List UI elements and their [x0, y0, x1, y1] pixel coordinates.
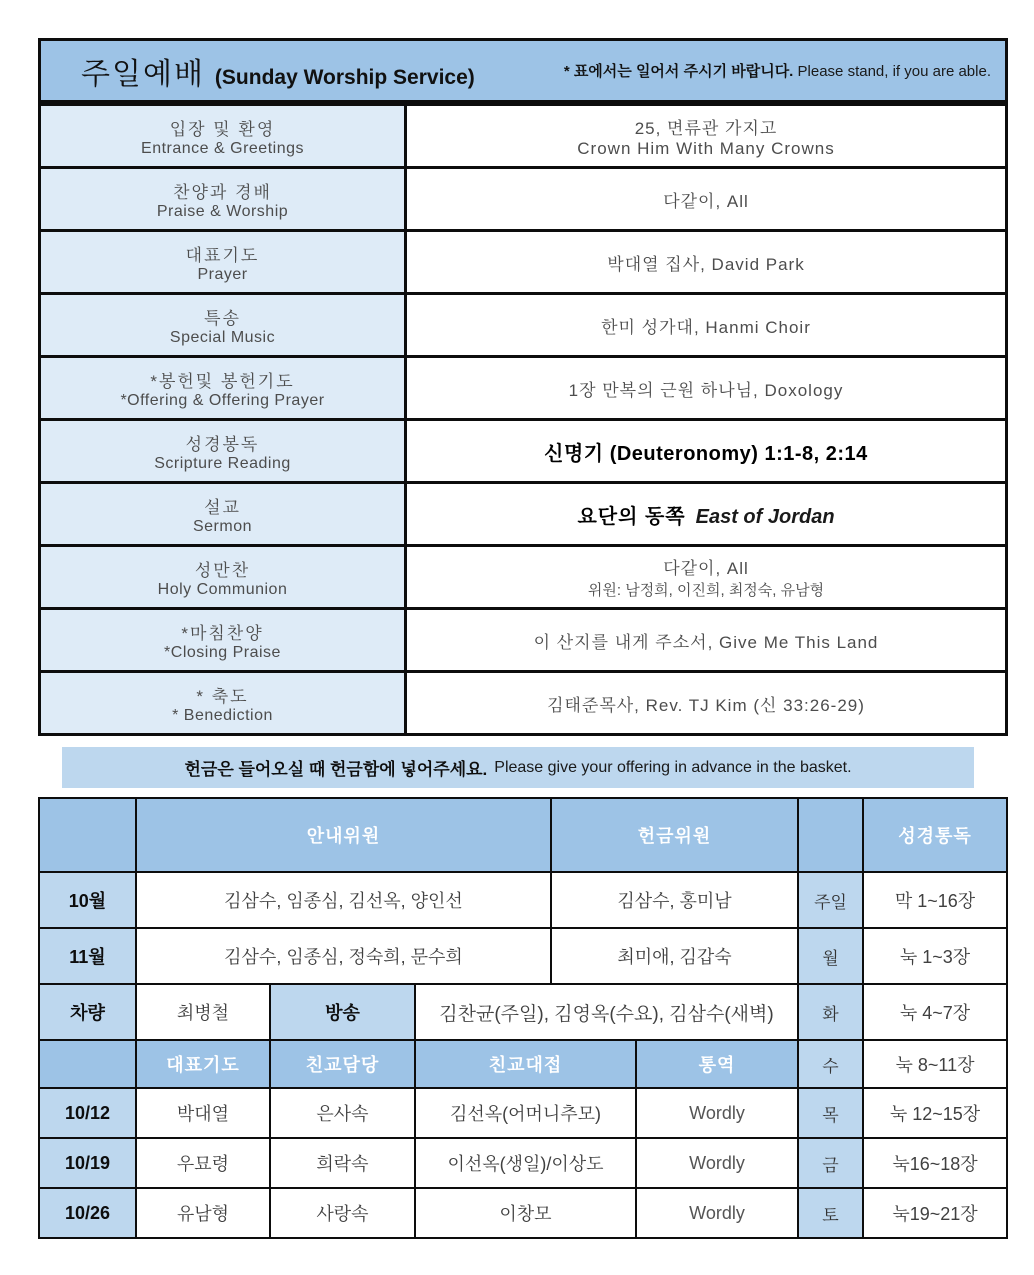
item-label-en: Sermon: [192, 517, 253, 535]
offering-banner-english: Please give your offering in advance in the basket.: [494, 758, 852, 776]
duty-header-reading-day: [797, 799, 862, 871]
item-label-en: *Closing Praise: [164, 643, 281, 661]
sermon-title-kr: 요단의 동쪽: [577, 505, 686, 528]
reading-cell: 눅 4~7장: [862, 985, 1006, 1039]
offering-cell: 최미애, 김갑숙: [550, 929, 797, 983]
service-item-content: [407, 232, 1005, 292]
item-label-kr: *봉헌및 봉헌기도: [150, 371, 295, 391]
duty-row-vehicle: [40, 983, 1006, 1039]
reading-day-cell: 주일: [797, 873, 862, 927]
content-line1: 다같이, All: [663, 559, 749, 578]
reading-day-cell: 수: [797, 1041, 862, 1087]
reading-cell: 막 1~16장: [862, 873, 1006, 927]
item-label-kr: 입장 및 환영: [169, 119, 276, 139]
duty-row-1019: [40, 1137, 1006, 1187]
service-title-bar: [41, 41, 1005, 103]
communion-committee: 위원: 남정희, 이진희, 최정숙, 유남형: [587, 582, 825, 599]
group-cell: 사랑속: [269, 1189, 414, 1237]
service-row-closing-praise: [41, 607, 1005, 670]
reading-cell: 눅 8~11장: [862, 1041, 1006, 1087]
subheader-fellowship-duty: 친교담당: [269, 1041, 414, 1087]
stand-note: [564, 60, 1005, 81]
reading-day-cell: 목: [797, 1089, 862, 1137]
reading-day-cell: 월: [797, 929, 862, 983]
group-cell: 희락속: [269, 1139, 414, 1187]
duty-header-reading: 성경통독: [862, 799, 1006, 871]
sermon-title: [577, 500, 834, 529]
stand-note-english: Please stand, if you are able.: [797, 63, 991, 80]
group-cell: 은사속: [269, 1089, 414, 1137]
broadcast-label: 방송: [269, 985, 414, 1039]
translation-cell: Wordly: [635, 1089, 797, 1137]
content-line1: 25, 면류관 가지고: [634, 118, 778, 138]
item-label-kr: 성만찬: [194, 560, 251, 580]
reading-cell: 눅 1~3장: [862, 929, 1006, 983]
sermon-title-en: East of Jordan: [695, 505, 835, 528]
service-item-content: [407, 106, 1005, 166]
content-line1: 다같이, All: [663, 191, 749, 211]
content-line1: 한미 성가대, Hanmi Choir: [601, 317, 811, 337]
service-row-offering: [41, 355, 1005, 418]
duty-subheader-row: [40, 1039, 1006, 1087]
service-item-content: [407, 169, 1005, 229]
row-label: 차량: [40, 985, 135, 1039]
service-row-prayer: [41, 229, 1005, 292]
service-row-benediction: [41, 670, 1005, 733]
duty-header-ushers: 안내위원: [135, 799, 550, 871]
prayer-cell: 박대열: [135, 1089, 269, 1137]
item-label-en: Entrance & Greetings: [141, 139, 304, 157]
service-item-label: [41, 610, 407, 670]
service-item-content: [407, 358, 1005, 418]
duty-header-empty: [40, 799, 135, 871]
offering-cell: 김삼수, 홍미남: [550, 873, 797, 927]
service-title-korean: 주일예배: [81, 57, 205, 91]
service-row-praise: [41, 166, 1005, 229]
reading-day-cell: 화: [797, 985, 862, 1039]
subheader-fellowship-serving: 친교대접: [414, 1041, 635, 1087]
item-label-en: Praise & Worship: [156, 202, 289, 220]
broadcast-cell: 김찬균(주일), 김영옥(수요), 김삼수(새벽): [414, 985, 797, 1039]
subheader-translation: 통역: [635, 1041, 797, 1087]
stand-note-korean: * 표에서는 일어서 주시기 바랍니다.: [563, 63, 794, 80]
serving-cell: 이선옥(생일)/이상도: [414, 1139, 635, 1187]
duty-row-1012: [40, 1087, 1006, 1137]
item-label-en: Special Music: [169, 328, 276, 346]
item-label-en: Scripture Reading: [154, 454, 291, 472]
service-item-label: [41, 232, 407, 292]
row-label: 10월: [40, 873, 135, 927]
reading-cell: 눅 12~15장: [862, 1089, 1006, 1137]
driver-cell: 최병철: [135, 985, 269, 1039]
duty-row-october: [40, 871, 1006, 927]
duty-row-1026: [40, 1187, 1006, 1237]
duty-header-row: [40, 799, 1006, 871]
duty-row-november: [40, 927, 1006, 983]
content-line2: Crown Him With Many Crowns: [577, 138, 835, 158]
service-row-special-music: [41, 292, 1005, 355]
serving-cell: 이창모: [414, 1189, 635, 1237]
service-item-label: [41, 421, 407, 481]
item-label-en: Holy Communion: [157, 580, 288, 598]
row-label: 11월: [40, 929, 135, 983]
row-label: 10/12: [40, 1089, 135, 1137]
content-line1: 이 산지를 내게 주소서, Give Me This Land: [533, 632, 879, 652]
service-row-sermon: [41, 481, 1005, 544]
service-row-entrance: [41, 103, 1005, 166]
content-line1: 1장 만복의 근원 하나님, Doxology: [568, 380, 844, 400]
service-row-scripture: [41, 418, 1005, 481]
content-line1: 신명기 (Deuteronomy) 1:1-8, 2:14: [544, 442, 868, 465]
ushers-cell: 김삼수, 임종심, 정숙희, 문수희: [135, 929, 550, 983]
subheader-prayer: 대표기도: [135, 1041, 269, 1087]
service-title-english: (Sunday Worship Service): [214, 65, 475, 89]
item-label-en: Prayer: [197, 265, 248, 283]
item-label-kr: 대표기도: [185, 245, 260, 265]
service-item-content: [407, 484, 1005, 544]
service-item-label: [41, 358, 407, 418]
item-label-kr: 설교: [204, 497, 241, 517]
item-label-en: *Offering & Offering Prayer: [120, 391, 325, 409]
content-line1: 김태준목사, Rev. TJ Kim (신 33:26-29): [547, 695, 865, 715]
service-item-content: [407, 610, 1005, 670]
translation-cell: Wordly: [635, 1189, 797, 1237]
service-item-label: [41, 547, 407, 607]
worship-service-table: [38, 38, 1008, 736]
item-label-kr: 특송: [204, 308, 241, 328]
service-item-content: [407, 295, 1005, 355]
reading-cell: 눅16~18장: [862, 1139, 1006, 1187]
service-title: [41, 49, 475, 93]
service-item-label: [41, 169, 407, 229]
service-item-content: [407, 547, 1005, 607]
duty-header-offering: 헌금위원: [550, 799, 797, 871]
service-row-communion: [41, 544, 1005, 607]
item-label-kr: 성경봉독: [185, 434, 260, 454]
reading-day-cell: 금: [797, 1139, 862, 1187]
subheader-empty: [40, 1041, 135, 1087]
prayer-cell: 우묘령: [135, 1139, 269, 1187]
reading-cell: 눅19~21장: [862, 1189, 1006, 1237]
service-item-label: [41, 106, 407, 166]
prayer-cell: 유남형: [135, 1189, 269, 1237]
service-item-label: [41, 673, 407, 733]
duty-roster-table: [38, 797, 1008, 1239]
item-label-en: * Benediction: [172, 706, 273, 724]
service-item-content: [407, 673, 1005, 733]
row-label: 10/19: [40, 1139, 135, 1187]
item-label-kr: 찬양과 경배: [173, 182, 272, 202]
translation-cell: Wordly: [635, 1139, 797, 1187]
serving-cell: 김선옥(어머니추모): [414, 1089, 635, 1137]
service-item-label: [41, 484, 407, 544]
offering-banner-korean: 헌금은 들어오실 때 헌금함에 넣어주세요.: [184, 760, 488, 779]
ushers-cell: 김삼수, 임종심, 김선옥, 양인선: [135, 873, 550, 927]
service-item-content: [407, 421, 1005, 481]
offering-banner: [62, 747, 974, 788]
service-item-label: [41, 295, 407, 355]
row-label: 10/26: [40, 1189, 135, 1237]
content-line1: 박대열 집사, David Park: [607, 254, 805, 274]
item-label-kr: * 축도: [196, 686, 249, 706]
item-label-kr: *마침찬양: [181, 623, 264, 643]
reading-day-cell: 토: [797, 1189, 862, 1237]
